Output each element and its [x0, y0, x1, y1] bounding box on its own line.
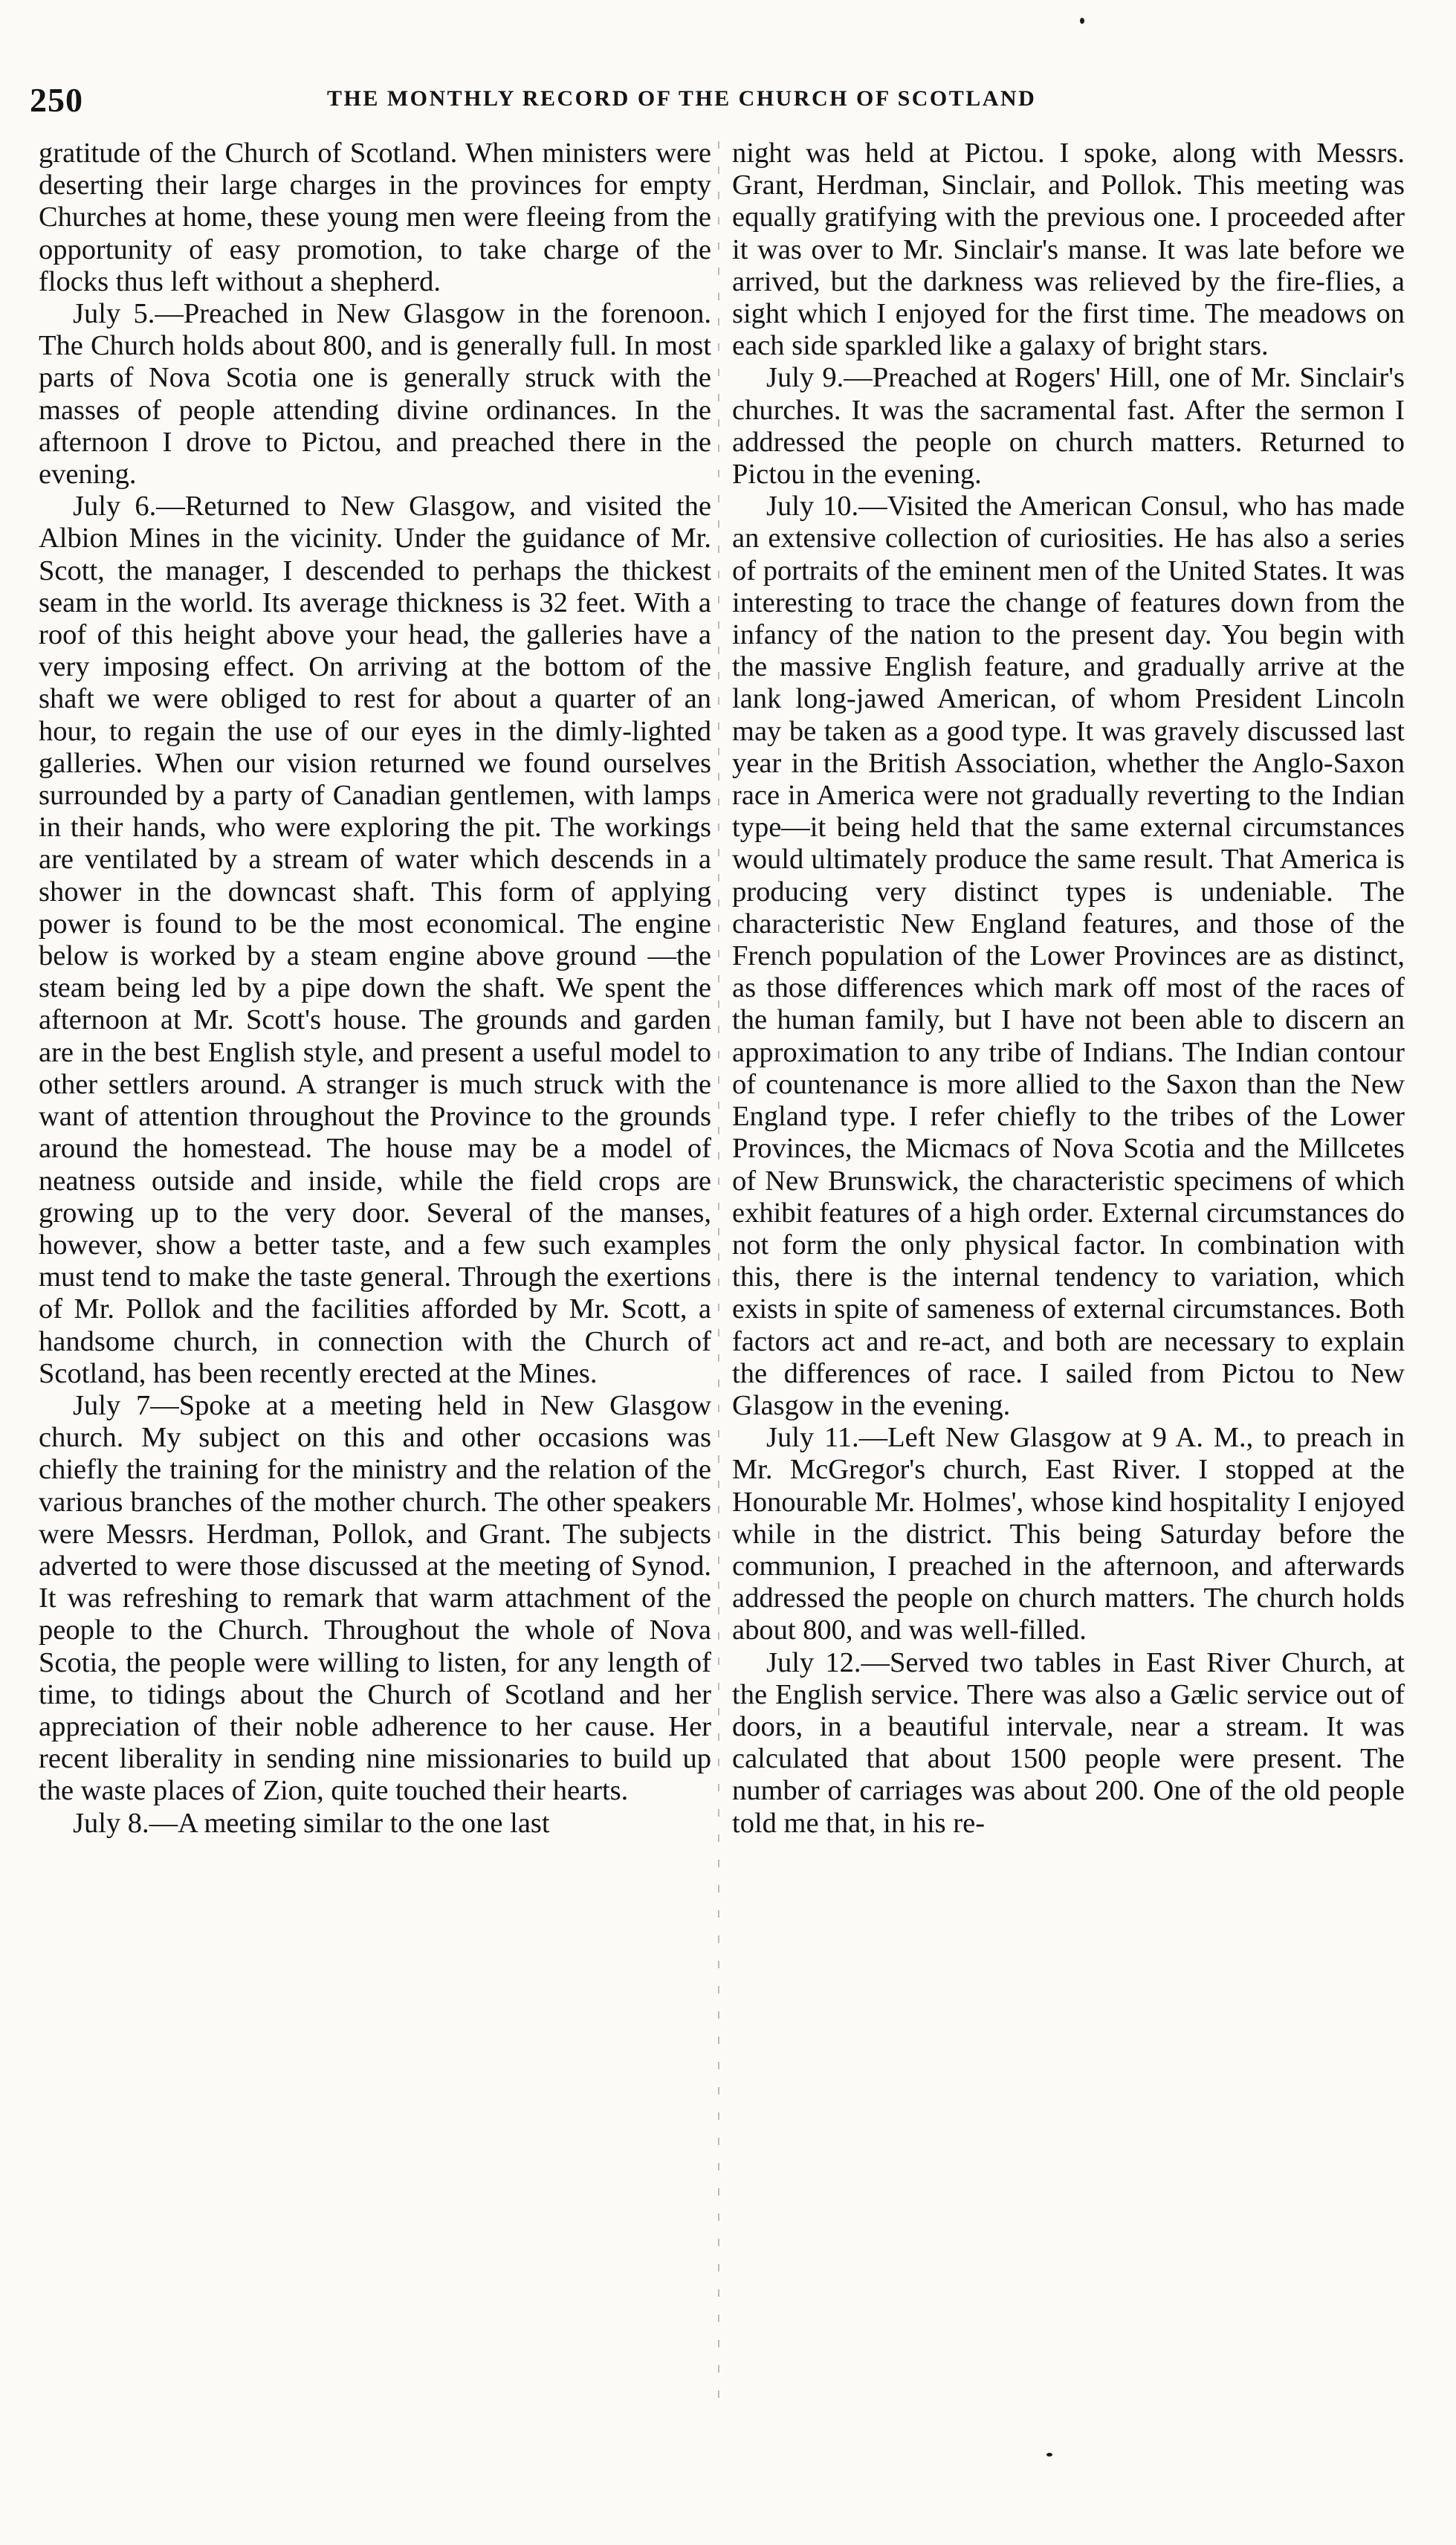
print-speck [1080, 18, 1084, 24]
paragraph: July 10.—Visited the American Consul, who has made an extensive collection of curiosities. He has also a series of portraits of the eminent men of the United States. It was interesting to trace the change of features down from the infancy of the nation to the present day. You begin with the massive English feature, and gradually arrive at the lank long-jawed American, of whom President Lincoln may be taken as a good type. It was gravely discussed last year in the British Association, whether the Anglo-Saxon race in America were not gradually reverting to the Indian type—it being held that the same external circumstances would ultimately produce the same result. That America is producing very distinct types is undeniable. The characteristic New England features, and those of the French population of the Lower Provinces are as distinct, as those differences which mark off most of the races of the human family, but I have not been able to discern an approximation to any tribe of Indians. The Indian contour of countenance is more allied to the Saxon than the New England type. I refer chiefly to the tribes of the Lower Provinces, the Micmacs of Nova Scotia and the Millcetes of New Brunswick, the characteristic specimens of which exhibit features of a high order. External circumstances do not form the only physical factor. In combination with this, there is the internal tendency to variation, which exists in spite of sameness of external circumstances. Both factors act and re-act, and both are necessary to explain the differences of race. I sailed from Pictou to New Glasgow in the evening. [732, 491, 1405, 1421]
paragraph: July 5.—Preached in New Glasgow in the forenoon. The Church holds about 800, and is generally full. In most parts of Nova Scotia one is generally struck with the masses of people attending divine ordinances. In the afternoon I drove to Pictou, and preached there in the evening. [39, 298, 711, 491]
paragraph: July 11.—Left New Glasgow at 9 A. M., to preach in Mr. McGregor's church, East River. I stopped at the Honourable Mr. Holmes', whose kind hospitality I enjoyed while in the district. This being Saturday before the communion, I preached in the afternoon, and afterwards addressed the people on church matters. The church holds about 800, and was well-filled. [732, 1422, 1405, 1646]
right-column [732, 138, 1405, 1840]
print-speck [1046, 2453, 1052, 2457]
paragraph: July 7—Spoke at a meeting held in New Glasgow church. My subject on this and other occasions was chiefly the training for the ministry and the relation of the various branches of the mother church. The other speakers were Messrs. Herdman, Pollok, and Grant. The subjects adverted to were those discussed at the meeting of Synod. It was refreshing to remark that warm attachment of the people to the Church. Throughout the whole of Nova Scotia, the people were willing to listen, for any length of time, to tidings about the Church of Scotland and her appreciation of their noble adherence to her cause. Her recent liberality in sending nine missionaries to build up the waste places of Zion, quite touched their hearts. [39, 1389, 711, 1807]
running-title: THE MONTHLY RECORD OF THE CHURCH OF SCOTLAND [327, 86, 1037, 111]
paragraph: July 9.—Preached at Rogers' Hill, one of Mr. Sinclair's churches. It was the sacramental fast. After the sermon I addressed the people on church matters. Returned to Pictou in the evening. [732, 362, 1405, 491]
paragraph: July 8.—A meeting similar to the one last [73, 1807, 550, 1839]
paragraph: July 12.—Served two tables in East River Church, at the English service. There was also a Gælic service out of doors, in a beautiful intervale, near a stream. It was calculated that about 1500 people were present. The number of carriages was about 200. One of the old people told me that, in his re- [732, 1646, 1405, 1839]
continued-paragraph: night was held at Pictou. I spoke, along with Messrs. Grant, Herdman, Sinclair, and Pollok. This meeting was equally gratifying with the previous one. I proceeded after it was over to Mr. Sinclair's manse. It was late before we arrived, but the darkness was relieved by the fire-flies, a sight which I enjoyed for the first time. The meadows on each side sparkled like a galaxy of bright stars. [732, 138, 1405, 362]
page-header [30, 80, 1390, 122]
page-number: 250 [30, 81, 83, 119]
paragraph: July 6.—Returned to New Glasgow, and visited the Albion Mines in the vicinity. Under the guidance of Mr. Scott, the manager, I descended to perhaps the thickest seam in the world. Its average thickness is 32 feet. With a roof of this height above your head, the galleries have a very imposing effect. On arriving at the bottom of the shaft we were obliged to rest for about a quarter of an hour, to regain the use of our eyes in the dimly-lighted galleries. When our vision returned we found ourselves surrounded by a party of Canadian gentlemen, with lamps in their hands, who were exploring the pit. The workings are ventilated by a stream of water which descends in a shower in the downcast shaft. This form of applying power is found to be the most economical. The engine below is worked by a steam engine above ground —the steam being led by a pipe down the shaft. We spent the afternoon at Mr. Scott's house. The grounds and garden are in the best English style, and present a useful model to other settlers around. A stranger is much struck with the want of attention throughout the Province to the grounds around the homestead. The house may be a model of neatness outside and inside, while the field crops are growing up to the very door. Several of the manses, however, show a better taste, and a few such examples must tend to make the taste general. Through the exertions of Mr. Pollok and the facilities afforded by Mr. Scott, a handsome church, in connection with the Church of Scotland, has been recently erected at the Mines. [39, 491, 711, 1389]
continued-paragraph: gratitude of the Church of Scotland. When ministers were deserting their large charges in the provinces for empty Churches at home, these young men were fleeing from the opportunity of easy promotion, to take charge of the flocks thus left without a shepherd. [39, 138, 711, 297]
column-divider [718, 141, 719, 2416]
left-column [39, 138, 711, 1840]
